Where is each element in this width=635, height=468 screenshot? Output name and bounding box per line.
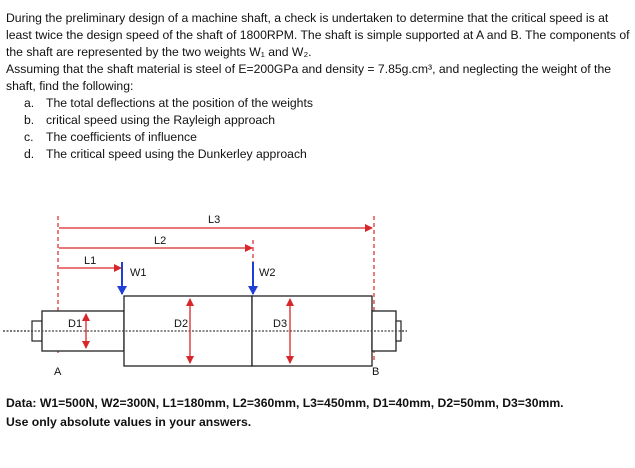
data-section xyxy=(6,394,630,432)
label-d2: D2 xyxy=(174,318,189,330)
label-w2: W2 xyxy=(259,267,276,279)
problem-assumption: Assuming that the shaft material is steel of E=200GPa and density = 7.85g.cm³, and neglecting the weight of the shaft, find the following: xyxy=(6,62,611,93)
label-d1: D1 xyxy=(68,318,83,330)
task-marker-b: b. xyxy=(24,113,35,127)
shaft-stub-left xyxy=(32,321,42,341)
label-l3: L3 xyxy=(208,214,221,226)
label-d3: D3 xyxy=(273,318,288,330)
task-marker-c: c. xyxy=(24,130,34,144)
label-w1: W1 xyxy=(130,267,147,279)
task-text-b: critical speed using the Rayleigh approach xyxy=(46,113,275,127)
label-l1: L1 xyxy=(84,255,97,267)
data-values: Data: W1=500N, W2=300N, L1=180mm, L2=360mm, L3=450mm, D1=40mm, D2=50mm, D3=30mm. xyxy=(6,396,564,410)
support-label-b: B xyxy=(372,366,380,378)
task-text-c: The coefficients of influence xyxy=(46,130,197,144)
task-text-a: The total deflections at the position of the weights xyxy=(46,96,313,110)
support-label-a: A xyxy=(54,366,62,378)
task-text-d: The critical speed using the Dunkerley approach xyxy=(46,147,307,161)
task-marker-d: d. xyxy=(24,147,35,161)
problem-intro: During the preliminary design of a machine shaft, a check is undertaken to determine that the critical speed is at least twice the design speed of the shaft of 1800RPM. The shaft is simple supported at A and B. The components of the shaft are represented by the two weights W₁ and W₂. xyxy=(6,11,630,59)
answer-note: Use only absolute values in your answers. xyxy=(6,415,252,429)
label-l2: L2 xyxy=(154,235,167,247)
task-marker-a: a. xyxy=(24,96,35,110)
